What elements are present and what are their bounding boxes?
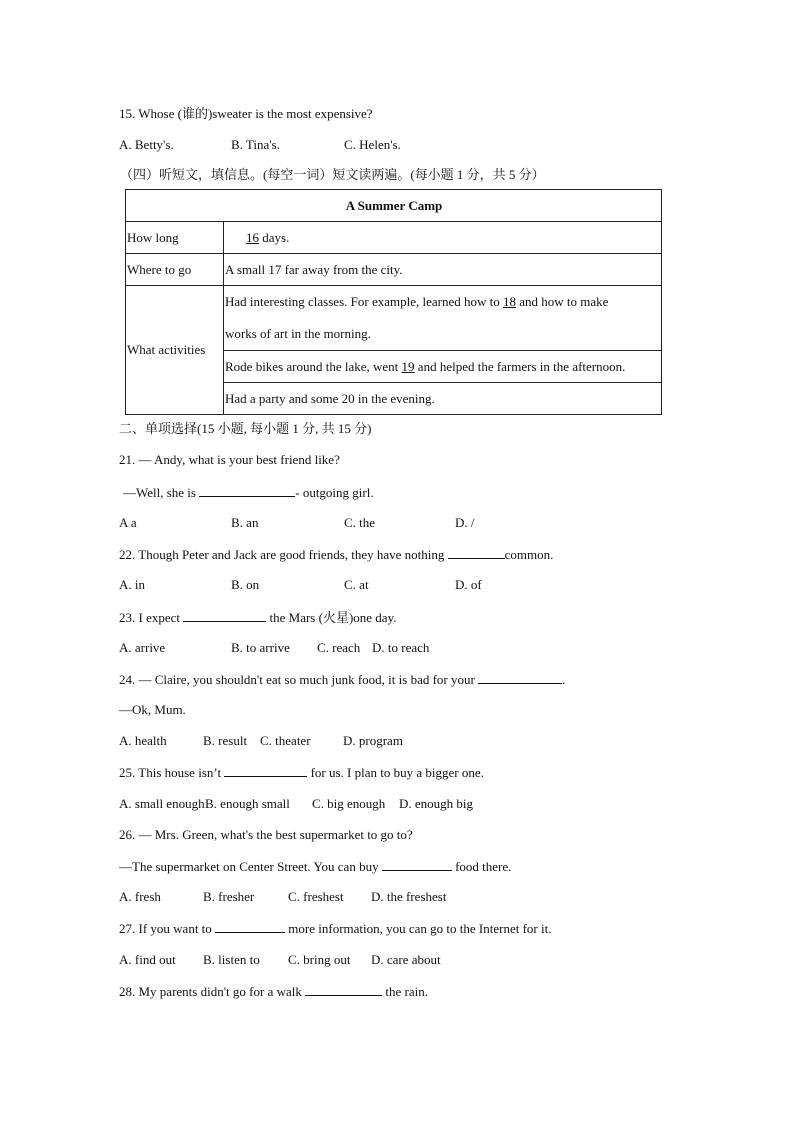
q22-option-d: D. of (455, 577, 482, 592)
q24-option-b: B. result (203, 733, 248, 748)
row-label-activities: What activities (126, 286, 224, 415)
q23-options (119, 640, 429, 656)
q23-question-text-a: 23. I expect (119, 610, 184, 625)
q21-answer-text-b: - outgoing girl. (295, 485, 374, 500)
activities-morning-text-a: Had interesting classes. For example, learned how to (225, 294, 503, 309)
q28-question-text-b: the rain. (382, 984, 428, 999)
q21-question: 21. — Andy, what is your best friend like? (119, 452, 340, 467)
q23-question (119, 609, 396, 626)
q26-answer (119, 858, 511, 875)
q24-question (119, 671, 565, 688)
section4-heading: （四）听短文，填信息。(每空一词）短文读两遍。(每小题 1 分，共 5 分） (120, 167, 545, 182)
q15-option-c: C. Helen's. (344, 137, 401, 152)
row-value-where: A small 17 far away from the city. (224, 254, 662, 286)
activities-afternoon (224, 351, 662, 383)
q24-option-d: D. program (343, 733, 403, 748)
q26-option-d: D. the freshest (371, 889, 447, 904)
q26-option-c: C. freshest (288, 889, 344, 904)
q26-option-a: A. fresh (119, 889, 161, 904)
q24-question-text-b: . (562, 672, 566, 687)
q27-blank (215, 920, 285, 933)
table-title: A Summer Camp (126, 190, 662, 222)
section2-heading: 二、单项选择(15 小题, 每小题 1 分, 共 15 分) (119, 421, 372, 436)
q22-blank (448, 546, 505, 559)
blank-19: 19 (401, 358, 415, 374)
q26-answer-text-a: —The supermarket on Center Street. You can buy (119, 859, 382, 874)
q27-question (119, 920, 551, 937)
q23-option-b: B. to arrive (231, 640, 290, 655)
row-value-how-long (224, 222, 662, 254)
q26-options (119, 889, 446, 905)
q26-answer-text-b: food there. (451, 859, 512, 874)
blank-18: 18 (502, 294, 516, 309)
q22-option-a: A. in (119, 577, 145, 592)
q27-option-d: D. care about (371, 952, 441, 967)
summer-camp-table (125, 189, 662, 415)
q27-option-c: C. bring out (288, 952, 351, 967)
q26-option-b: B. fresher (203, 889, 255, 904)
q24-blank (478, 671, 562, 684)
q25-question-text-a: 25. This house isn’t (119, 765, 225, 780)
q22-question-text-a: 22. Though Peter and Jack are good friends, they have nothing (119, 547, 448, 562)
q15-option-b: B. Tina's. (231, 137, 280, 152)
q23-blank (183, 609, 266, 622)
q27-option-a: A. find out (119, 952, 176, 967)
q21-options (119, 515, 475, 531)
q28-blank (305, 983, 382, 996)
row-label-how-long: How long (126, 222, 224, 254)
q23-option-a: A. arrive (119, 640, 166, 655)
q25-blank (224, 764, 307, 777)
q25-question-text-b: for us. I plan to buy a bigger one. (307, 765, 484, 780)
activities-afternoon-text-b: and helped the farmers in the afternoon. (414, 358, 626, 374)
activities-afternoon-text-a: Rode bikes around the lake, went (225, 358, 402, 374)
q23-option-d: D. to reach (372, 640, 430, 655)
q27-question-text-b: more information, you can go to the Internet for it. (285, 921, 552, 936)
q24-option-a: A. health (119, 733, 167, 748)
q24-question-text-a: 24. — Claire, you shouldn't eat so much junk food, it is bad for your (119, 672, 479, 687)
row-label-where: Where to go (126, 254, 224, 286)
q21-blank (199, 484, 295, 497)
q26-blank (382, 858, 452, 871)
q28-question (119, 983, 428, 1000)
q21-answer (123, 484, 374, 501)
q23-question-text-b: the Mars (火星)one day. (266, 610, 397, 625)
q21-option-d: D. / (455, 515, 475, 530)
q26-question: 26. — Mrs. Green, what's the best supermarket to go to? (119, 827, 413, 842)
q25-option-b: B. enough small (205, 796, 290, 811)
q25-option-a: A. small enough (119, 796, 205, 811)
q22-options (119, 577, 482, 593)
blank-16: 16 (246, 229, 259, 245)
q27-option-b: B. listen to (203, 952, 260, 967)
q28-question-text-a: 28. My parents didn't go for a walk (119, 984, 306, 999)
q21-option-c: C. the (344, 515, 376, 530)
q25-option-d: D. enough big (399, 796, 474, 811)
q21-option-a: A a (119, 515, 137, 530)
q24-reply: —Ok, Mum. (119, 702, 186, 717)
q23-option-c: C. reach (317, 640, 361, 655)
q15-option-a: A. Betty's. (119, 137, 174, 152)
q24-option-c: C. theater (260, 733, 311, 748)
q25-options (119, 796, 473, 812)
activities-morning (224, 286, 662, 351)
q27-question-text-a: 27. If you want to (119, 921, 216, 936)
activities-morning-text-c: works of art in the morning. (225, 326, 371, 341)
activities-morning-text-b: and how to make (515, 294, 609, 309)
q25-option-c: C. big enough (312, 796, 386, 811)
activities-evening: Had a party and some 20 in the evening. (224, 383, 662, 415)
q22-question-text-b: common. (504, 547, 554, 562)
how-long-unit: days. (259, 229, 290, 245)
q15-question: 15. Whose (谁的)sweater is the most expensive? (119, 106, 373, 121)
q22-option-c: C. at (344, 577, 369, 592)
q15-options (119, 137, 401, 153)
q27-options (119, 952, 441, 968)
q25-question (119, 764, 484, 781)
q21-option-b: B. an (231, 515, 259, 530)
q21-answer-text-a: —Well, she is (123, 485, 200, 500)
q22-option-b: B. on (231, 577, 260, 592)
q24-options (119, 733, 403, 749)
q22-question (119, 546, 553, 563)
